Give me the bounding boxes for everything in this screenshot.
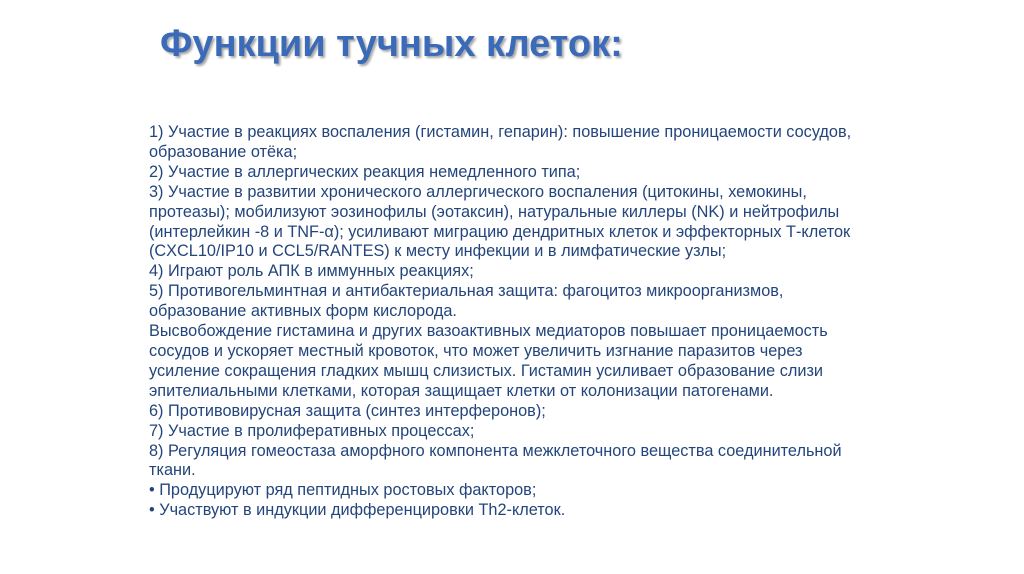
text-line: Высвобождение гистамина и других вазоактивных медиаторов повышает проницаемость (149, 322, 828, 341)
text-line: (интерлейкин -8 и TNF-α); усиливают миграцию дендритных клеток и эффекторных Т-клеток (149, 222, 851, 241)
text-line: 8) Регуляция гомеостаза аморфного компонента межклеточного вещества соединительной (149, 441, 842, 460)
text-line: (CXCL10/IP10 и CCL5/RANTES) к месту инфекции и в лимфатические узлы; (149, 242, 727, 261)
text-line: 2) Участие в аллергических реакция немедленного типа; (149, 162, 581, 181)
text-line: 3) Участие в развитии хронического аллергического воспаления (цитокины, хемокины, (149, 182, 807, 201)
text-line: 1) Участие в реакциях воспаления (гистамин, гепарин): повышение проницаемости сосудов, (149, 123, 852, 141)
text-line: ткани. (149, 461, 196, 480)
slide-body-text (149, 123, 909, 521)
text-line: 5) Противогельминтная и антибактериальная защита: фагоцитоз микроорганизмов, (149, 282, 784, 301)
text-line: протеазы); мобилизуют эозинофилы (эотаксин), натуральные киллеры (NK) и нейтрофилы (149, 202, 840, 221)
text-line: 6) Противовирусная защита (синтез интерферонов); (149, 401, 546, 420)
text-line: • Участвуют в индукции дифференцировки Th2-клеток. (149, 501, 566, 520)
text-line: • Продуцируют ряд пептидных ростовых факторов; (149, 481, 537, 500)
text-line: эпителиальными клетками, которая защищает клетки от колонизации патогенами. (149, 381, 774, 400)
text-line: сосудов и ускоряет местный кровоток, что может увеличить изгнание паразитов через (149, 341, 803, 360)
text-line: усиление сокращения гладких мышц слизистых. Гистамин усиливает образование слизи (149, 361, 824, 380)
text-line: 4) Играют роль АПК в иммунных реакциях; (149, 262, 474, 281)
slide-title: Функции тучных клеток: (160, 23, 623, 65)
text-line: 7) Участие в пролиферативных процессах; (149, 421, 475, 440)
text-line: образование отёка; (149, 142, 298, 161)
text-line: образование активных форм кислорода. (149, 302, 457, 321)
